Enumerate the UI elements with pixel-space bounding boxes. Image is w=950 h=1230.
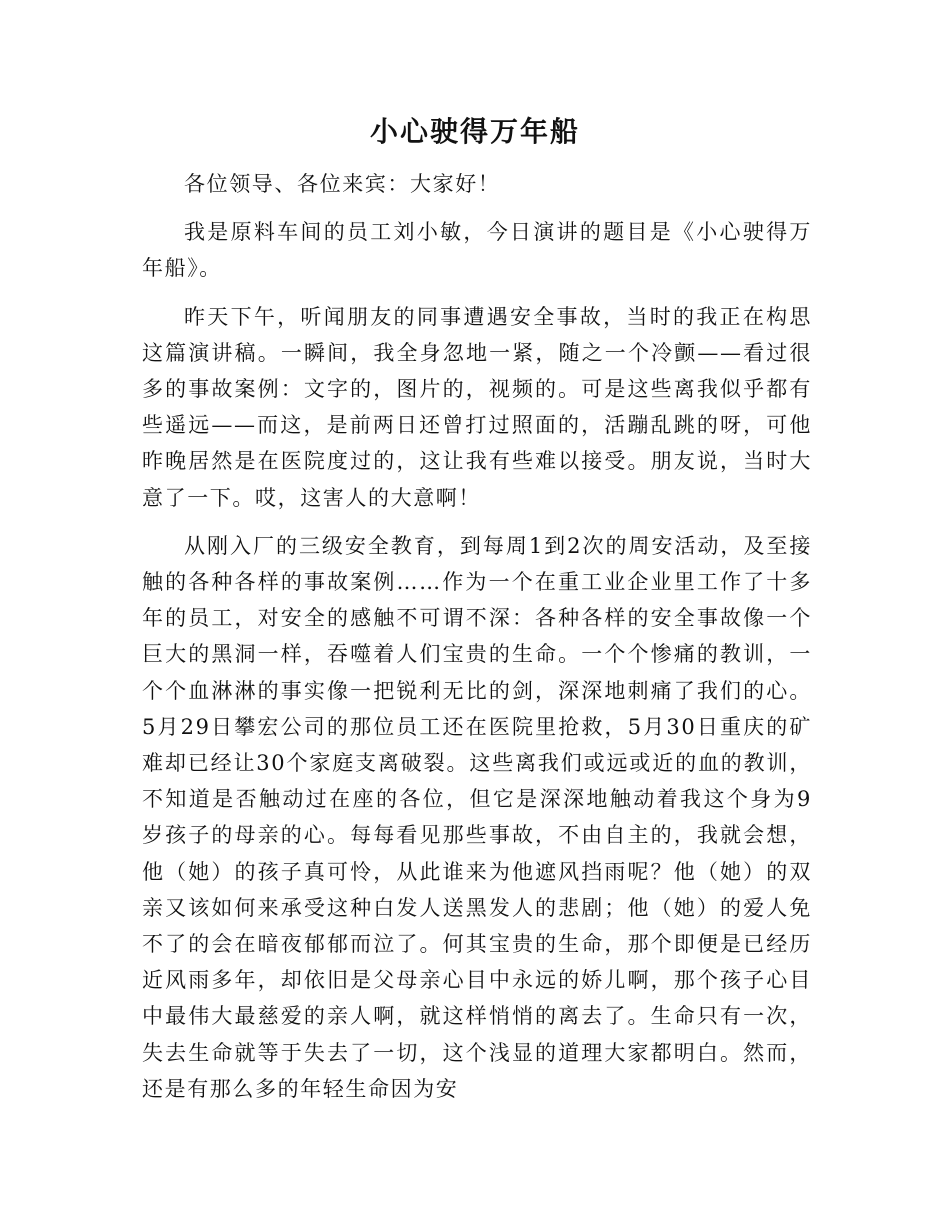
paragraph-introduction: 我是原料车间的员工刘小敏，今日演讲的题目是《小心驶得万年船》。 [142, 220, 812, 281]
paragraph-accident-story: 昨天下午，听闻朋友的同事遭遇安全事故，当时的我正在构思这篇演讲稿。一瞬间，我全身忽地一紧，随之一个冷颤——看过很多的事故案例：文字的，图片的，视频的。可是这些离我似乎都有些遥远——而这，是前两日还曾打过照面的，活蹦乱跳的呀，可他昨晚居然是在医院度过的，这让我有些难以接受。朋友说，当时大意了一下。哎，这害人的大意啊！ [142, 304, 812, 510]
paragraph-safety-reflection: 从刚入厂的三级安全教育，到每周1到2次的周安活动，及至接触的各种各样的事故案例……作为一个在重工业企业里工作了十多年的员工，对安全的感触不可谓不深：各种各样的安全事故像一个巨大的黑洞一样，吞噬着人们宝贵的生命。一个个惨痛的教训，一个个血淋淋的事实像一把锐利无比的剑，深深地刺痛了我们的心。5月29日攀宏公司的那位员工还在医院里抢救，5月30日重庆的矿难却已经让30个家庭支离破裂。这些离我们或远或近的血的教训，不知道是否触动过在座的各位，但它是深深地触动着我这个身为9岁孩子的母亲的心。每每看见那些事故，不由自主的，我就会想，他（她）的孩子真可怜，从此谁来为他遮风挡雨呢？他（她）的双亲又该如何来承受这种白发人送黑发人的悲剧；他（她）的爱人免不了的会在暗夜郁郁而泣了。何其宝贵的生命，那个即便是已经历近风雨多年，却依旧是父母亲心目中永远的娇儿啊，那个孩子心目中最伟大最慈爱的亲人啊，就这样悄悄的离去了。生命只有一次，失去生命就等于失去了一切，这个浅显的道理大家都明白。然而，还是有那么多的年轻生命因为安 [142, 533, 812, 1101]
paragraph-salutation: 各位领导、各位来宾：大家好！ [184, 172, 501, 196]
document-body [142, 166, 812, 1119]
document-title: 小心驶得万年船 [369, 115, 580, 148]
